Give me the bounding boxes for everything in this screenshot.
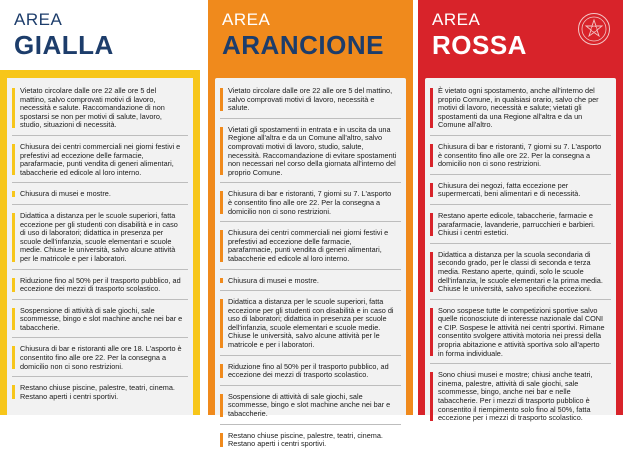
color-bar-left (0, 70, 7, 415)
rule-item: Didattica a distanza per le scuole superiori, fatta eccezione per gli studenti con disabilità e in caso di uso di laboratori; didattica in presenza per scuole dell'infanzia, scuole elementari e scuole medie. Chiuse le università, salvo alcune attività per le matricole e per i laboratori. (12, 209, 188, 266)
divider (430, 363, 611, 364)
rule-item: Chiusura di bar e ristoranti, 7 giorni su 7. L'asporto è consentito fino alle ore 22. Per la consegna a domicilio non ci sono restrizioni. (430, 140, 611, 171)
rule-item: Chiusura di musei e mostre. (220, 274, 401, 288)
rule-item: È vietato ogni spostamento, anche all'interno del proprio Comune, in qualsiasi orario, salvo che per motivi di lavoro, necessità e salute; vietati gli spostamenti da una Regione all'altra e da un Comune all'altro. (430, 84, 611, 132)
rule-item: Chiusura dei centri commerciali nei giorni festivi e prefestivi ad eccezione delle farmacie, parafarmacie, punti vendita di generi alimentari, tabaccherie ed edicole al loro interno. (12, 140, 188, 179)
rule-item: Chiusura di bar e ristoranti alle ore 18. L'asporto è consentito fino alle ore 22. Per la consegna a domicilio non ci sono restrizioni. (12, 342, 188, 373)
divider (220, 269, 401, 270)
area-label: AREA (222, 10, 271, 29)
divider (12, 204, 188, 205)
divider (220, 290, 401, 291)
color-bar-right (193, 70, 200, 415)
divider (220, 355, 401, 356)
rule-item: Chiusura di bar e ristoranti, 7 giorni su 7. L'asporto è consentito fino alle ore 22. Per la consegna a domicilio non ci sono restrizioni. (220, 187, 401, 218)
rule-item: Riduzione fino al 50% per il trasporto pubblico, ad eccezione dei mezzi di trasporto scolastico. (12, 274, 188, 296)
rule-item: Sono sospese tutte le competizioni sportive salvo quelle riconosciute di interesse nazionale dal CONI e CIP. Sospese le attività nei centri sportivi. Rimane consentito svolgere attività motoria nei pressi della propria abitazione e attività sportiva solo all'aperto in forma individuale. (430, 304, 611, 361)
area-label: AREA (14, 10, 63, 29)
rules-list (215, 78, 406, 449)
divider (12, 182, 188, 183)
rule-item: Sospensione di attività di sale giochi, sale scommesse, bingo e slot machine anche nei bar e tabaccherie. (220, 390, 401, 421)
divider (12, 299, 188, 300)
divider (430, 204, 611, 205)
rules-list (425, 78, 616, 423)
color-bar (0, 70, 200, 78)
panel-orange-zone (208, 0, 413, 449)
panel-header (0, 0, 200, 70)
zone-name: ROSSA (432, 30, 527, 60)
rule-item: Chiusura dei negozi, fatta eccezione per supermercati, beni alimentari e di necessità. (430, 179, 611, 201)
rule-item: Vietato circolare dalle ore 22 alle ore 5 del mattino, salvo comprovati motivi di lavoro, necessità e salute. (220, 84, 401, 115)
divider (220, 385, 401, 386)
zone-name: ARANCIONE (222, 30, 384, 60)
rule-item: Restano aperte edicole, tabaccherie, farmacie e parafarmacie, lavanderie, parrucchieri e barbieri. Chiusi i centri estetici. (430, 209, 611, 240)
panel-red-zone (418, 0, 623, 423)
divider (12, 376, 188, 377)
divider (220, 182, 401, 183)
divider (430, 243, 611, 244)
rule-item: Chiusura di musei e mostre. (12, 187, 188, 201)
italian-republic-emblem-icon (577, 12, 611, 46)
panel-yellow-zone (0, 0, 200, 415)
divider (220, 424, 401, 425)
panel-header (418, 0, 623, 70)
divider (430, 174, 611, 175)
divider (430, 299, 611, 300)
divider (12, 337, 188, 338)
zone-name: GIALLA (14, 30, 114, 60)
rule-item: Didattica a distanza per la scuola secondaria di secondo grado, per le classi di seconda e terza media. Restano aperte, quindi, solo le scuole dell'infanzia, le scuole elementari e la prima media. Chiuse le università, salvo specifiche eccezioni. (430, 248, 611, 296)
rule-item: Restano chiuse piscine, palestre, teatri, cinema. Restano aperti i centri sportivi. (12, 381, 188, 403)
rule-item: Didattica a distanza per le scuole superiori, fatta eccezione per gli studenti con disabilità e in caso di uso di laboratori; didattica in presenza per scuole dell'infanzia, scuole elementari e scuole medie. Chiuse le università, salvo alcune attività per le matricole e per i laboratori. (220, 295, 401, 352)
rule-item: Sono chiusi musei e mostre; chiusi anche teatri, cinema, palestre, attività di sale giochi, sale scommesse, bingo, anche nei bar e nelle tabaccherie. Per i mezzi di trasporto pubblico è consentito il riempimento solo fino al 50%, fatta eccezione per i mezzi di trasporto scolastico. (430, 368, 611, 425)
divider (12, 269, 188, 270)
panel-header (208, 0, 413, 70)
divider (430, 135, 611, 136)
divider (220, 221, 401, 222)
rule-item: Riduzione fino al 50% per il trasporto pubblico, ad eccezione dei mezzi di trasporto scolastico. (220, 360, 401, 382)
rule-item: Vietato circolare dalle ore 22 alle ore 5 del mattino, salvo comprovati motivi di lavoro, necessità e salute. Raccomandazione di non spostarsi se non per motivi di salute, lavoro, studio, situazioni di necessità. (12, 84, 188, 132)
divider (12, 135, 188, 136)
rule-item: Vietati gli spostamenti in entrata e in uscita da una Regione all'altra e da un Comune all'altro, salvo comprovati motivi di lavoro, studio, salute, necessità. Raccomandazione di evitare spostamenti non necessari nel corso della giornata all'interno del proprio Comune. (220, 123, 401, 180)
rules-list (7, 78, 193, 415)
divider (220, 118, 401, 119)
rule-item: Restano chiuse piscine, palestre, teatri, cinema. Restano aperti i centri sportivi. (220, 429, 401, 451)
rule-item: Sospensione di attività di sale giochi, sale scommesse, bingo e slot machine anche nei bar e tabaccherie. (12, 304, 188, 335)
area-label: AREA (432, 10, 481, 29)
rule-item: Chiusura dei centri commerciali nei giorni festivi e prefestivi ad eccezione delle farmacie, parafarmacie, punti vendita di generi alimentari, tabaccherie ed edicole al loro interno. (220, 226, 401, 265)
